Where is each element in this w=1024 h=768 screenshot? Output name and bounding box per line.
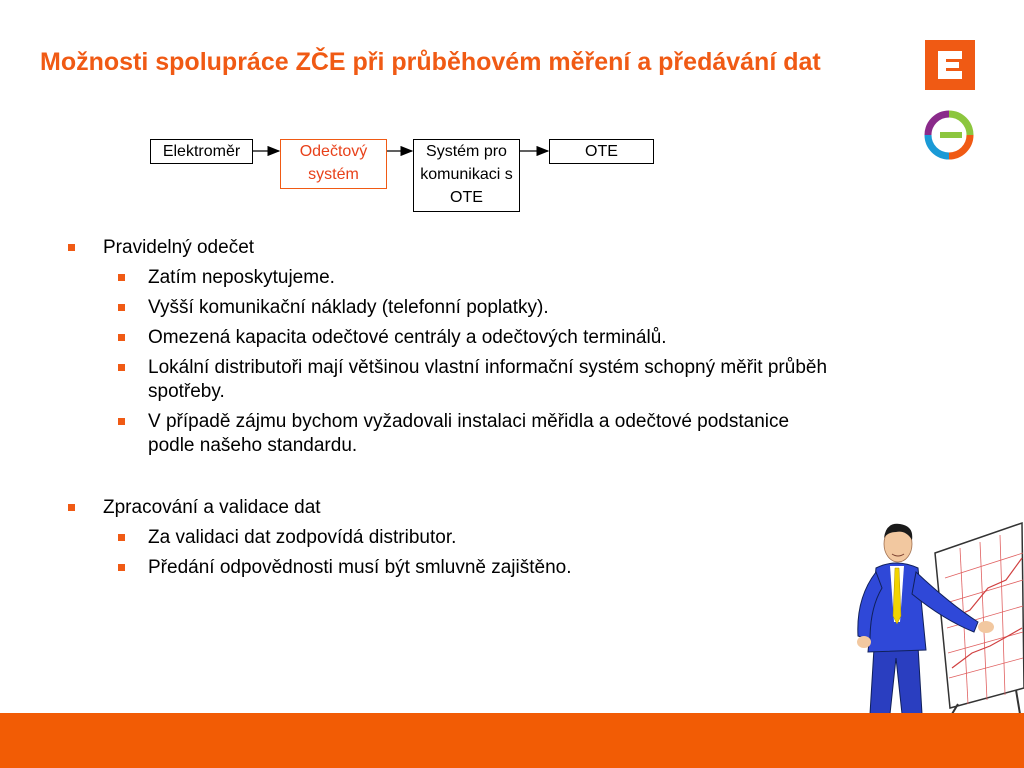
bullet-square-icon (118, 534, 125, 541)
diagram-box-system-komunikace: Systém pro komunikaci s OTE (413, 139, 520, 212)
cez-logo-icon (925, 40, 975, 90)
section-heading: Zpracování a validace dat (103, 497, 321, 518)
diagram-box-ote: OTE (549, 139, 654, 164)
list-item: Předání odpovědnosti musí být smluvně zajištěno. (148, 557, 572, 578)
bullet-square-icon (118, 418, 125, 425)
list-item: Omezená kapacita odečtové centrály a odečtových terminálů. (148, 327, 667, 348)
list-item: Lokální distributoři mají většinou vlastní informační systém schopný měřit průběh spotřeby. (148, 357, 828, 402)
section-heading: Pravidelný odečet (103, 237, 255, 258)
bullet-square-icon (118, 304, 125, 311)
diagram-box-odectovy-system: Odečtový systém (280, 139, 387, 189)
list-item: V případě zájmu bychom vyžadovali instalaci měřidla a odečtové podstanice podle našeho standardu. (148, 411, 790, 456)
bullet-square-icon (118, 274, 125, 281)
bullet-square-icon (68, 244, 75, 251)
bullet-square-icon (118, 564, 125, 571)
bullet-square-icon (118, 334, 125, 341)
bullet-square-icon (118, 364, 125, 371)
ring-logo-icon (924, 110, 974, 160)
list-item: Za validaci dat zodpovídá distributor. (148, 527, 457, 548)
diagram-box-elektromer: Elektroměr (150, 139, 253, 164)
bullet-square-icon (68, 504, 75, 511)
footer-bar (0, 713, 1024, 768)
presenter-with-chart-icon (840, 518, 1024, 714)
slide-title: Možnosti spolupráce ZČE při průběhovém měření a předávání dat (40, 48, 821, 76)
list-item: Zatím neposkytujeme. (148, 267, 335, 288)
list-item: Vyšší komunikační náklady (telefonní poplatky). (148, 297, 549, 318)
